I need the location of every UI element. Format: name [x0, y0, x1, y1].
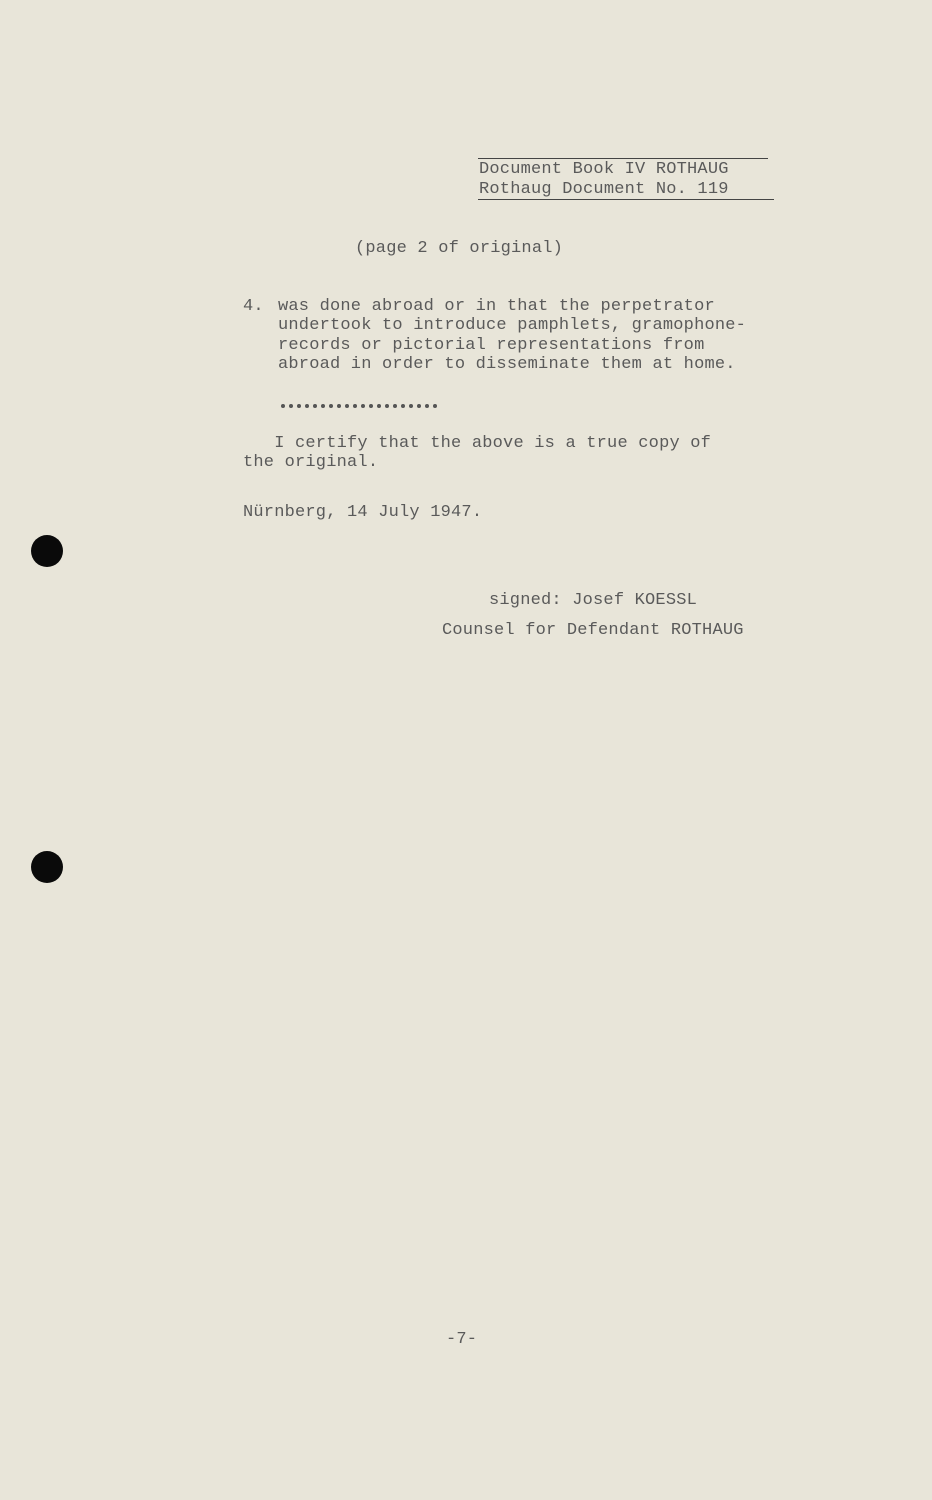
signature-title: Counsel for Defendant ROTHAUG	[442, 621, 744, 640]
item-line-3: records or pictorial representations from	[278, 336, 705, 355]
signature-signed: signed: Josef KOESSL	[489, 591, 698, 610]
certification-line-2: the original.	[243, 453, 379, 472]
header-rule-top	[478, 158, 768, 159]
page-number: -7-	[446, 1330, 478, 1349]
header-line-2: Rothaug Document No. 119	[479, 180, 729, 199]
ellipsis-separator	[281, 404, 437, 408]
punch-hole-top	[31, 535, 63, 567]
item-line-4: abroad in order to disseminate them at home.	[278, 355, 736, 374]
punch-hole-bottom	[31, 851, 63, 883]
item-line-1: was done abroad or in that the perpetrator	[278, 297, 715, 316]
place-date: Nürnberg, 14 July 1947.	[243, 503, 483, 522]
page-note: (page 2 of original)	[355, 239, 564, 258]
header-line-1: Document Book IV ROTHAUG	[479, 160, 729, 179]
item-number: 4.	[243, 297, 264, 316]
header-rule-bottom	[478, 199, 774, 200]
item-line-2: undertook to introduce pamphlets, gramophone-	[278, 316, 747, 335]
certification-line-1: I certify that the above is a true copy of	[243, 434, 712, 453]
